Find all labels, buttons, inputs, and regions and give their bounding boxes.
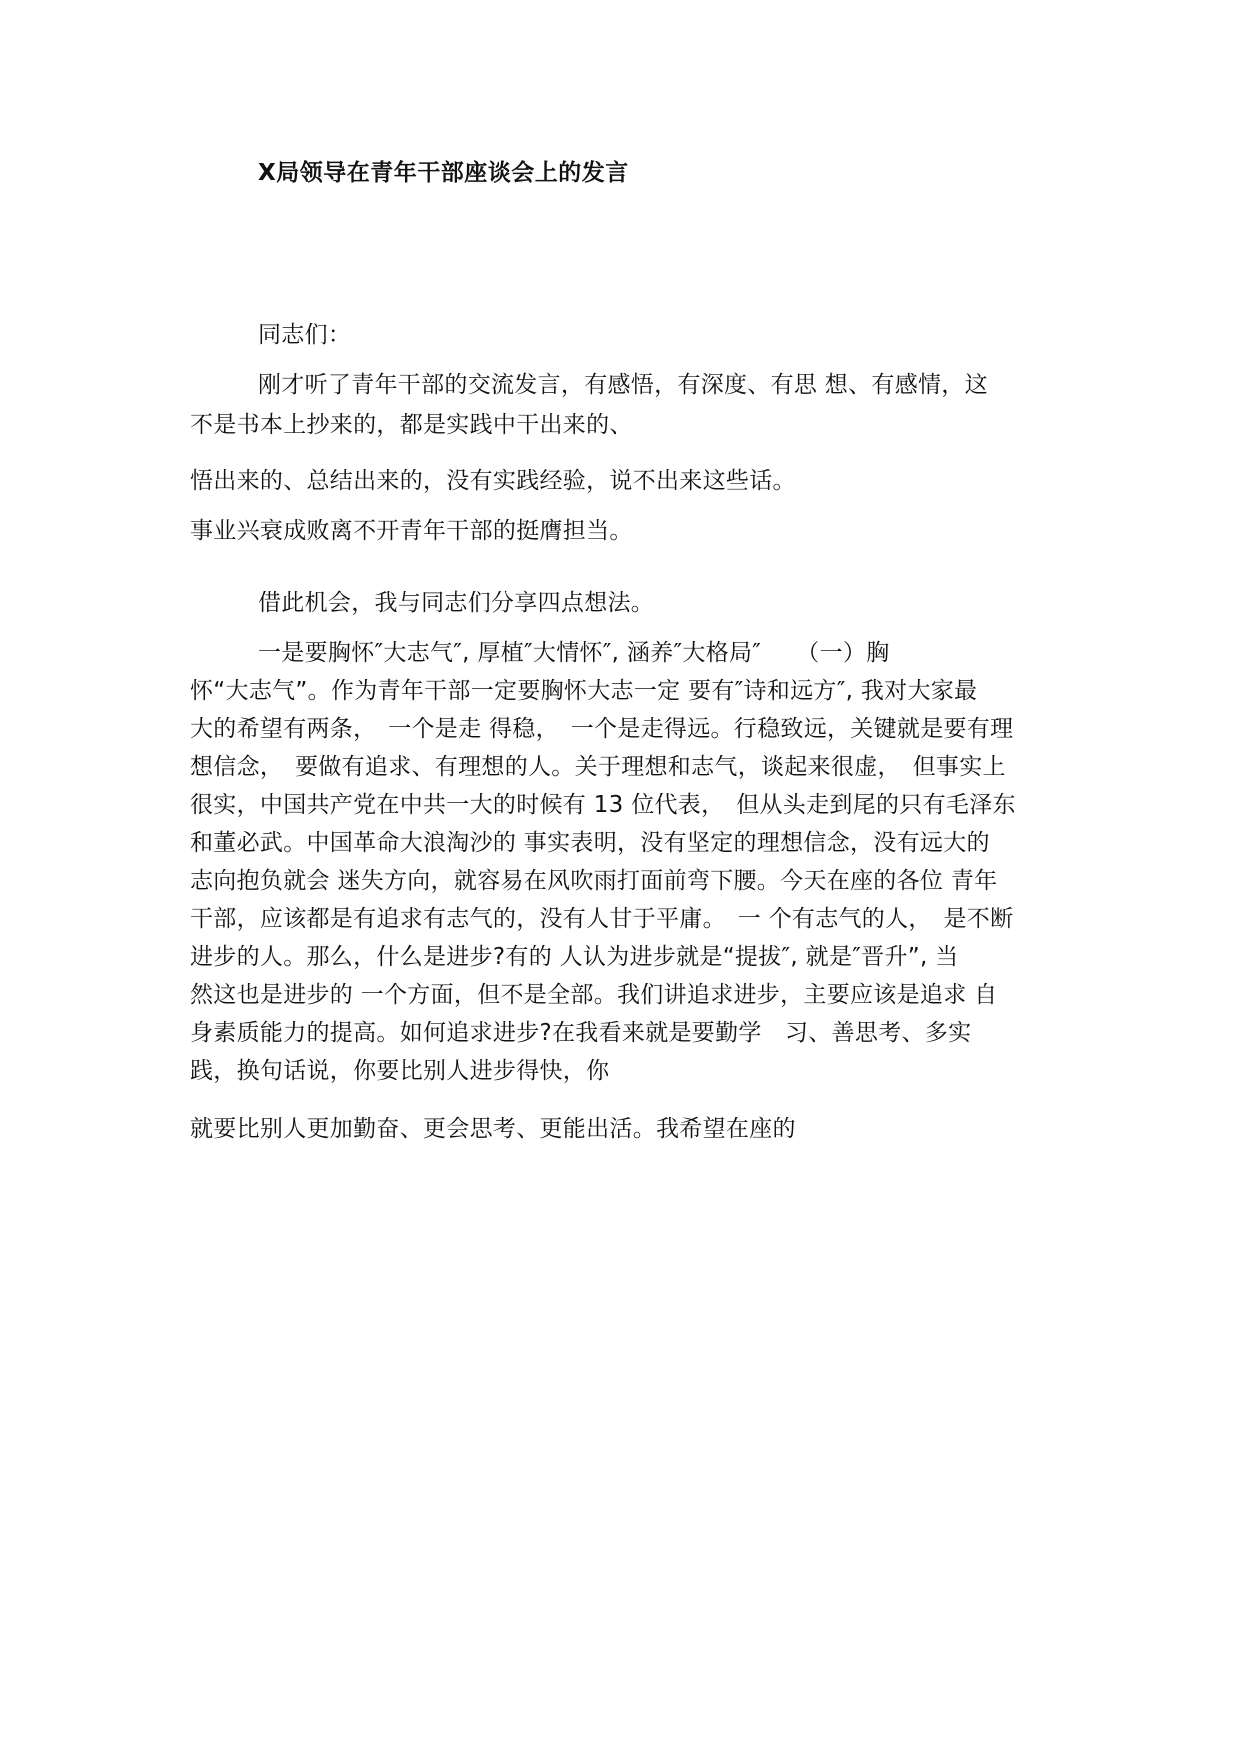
- salutation: 同志们：: [258, 322, 352, 348]
- paragraph-line: 身素质能力的提高。如何追求进步?在我看来就是要勤学 习、善思考、多实: [190, 1020, 972, 1046]
- paragraph-line: 践，换句话说，你要比别人进步得快，你: [190, 1058, 610, 1084]
- paragraph-line: 一是要胸怀″大志气″, 厚植″大情怀″, 涵养″大格局″ （一）胸: [258, 640, 890, 666]
- paragraph-line: 很实，中国共产党在中共一大的时候有 13 位代表， 但从头走到尾的只有毛泽东: [190, 792, 1016, 818]
- paragraph-line: 怀“大志气”。作为青年干部一定要胸怀大志一定 要有″诗和远方″, 我对大家最: [190, 678, 978, 704]
- document-title: X局领导在青年干部座谈会上的发言: [258, 160, 629, 186]
- paragraph-line: 和董必武。中国革命大浪淘沙的 事实表明，没有坚定的理想信念，没有远大的: [190, 830, 990, 856]
- paragraph-line: 借此机会，我与同志们分享四点想法。: [258, 590, 655, 616]
- paragraph-line: 然这也是进步的 一个方面，但不是全部。我们讲追求进步，主要应该是追求 自: [190, 982, 998, 1008]
- paragraph-line: 进步的人。那么，什么是进步?有的 人认为进步就是“提拔″, 就是″晋升”, 当: [190, 944, 959, 970]
- paragraph-line: 干部，应该都是有追求有志气的，没有人甘于平庸。 一 个有志气的人， 是不断: [190, 906, 1014, 932]
- paragraph-line: 事业兴衰成败离不开青年干部的挺膺担当。: [190, 518, 633, 544]
- paragraph-line: 刚才听了青年干部的交流发言，有感悟，有深度、有思 想、有感情，这: [258, 372, 988, 398]
- paragraph-line: 不是书本上抄来的，都是实践中干出来的、: [190, 412, 633, 438]
- paragraph-line: 想信念， 要做有追求、有理想的人。关于理想和志气，谈起来很虚， 但事实上: [190, 754, 1006, 780]
- paragraph-line: 就要比别人更加勤奋、更会思考、更能出活。我希望在座的: [190, 1116, 796, 1142]
- paragraph-line: 大的希望有两条， 一个是走 得稳， 一个是走得远。行稳致远，关键就是要有理: [190, 716, 1014, 742]
- paragraph-line: 志向抱负就会 迷失方向，就容易在风吹雨打面前弯下腰。今天在座的各位 青年: [190, 868, 998, 894]
- paragraph-line: 悟出来的、总结出来的，没有实践经验，说不出来这些话。: [190, 468, 796, 494]
